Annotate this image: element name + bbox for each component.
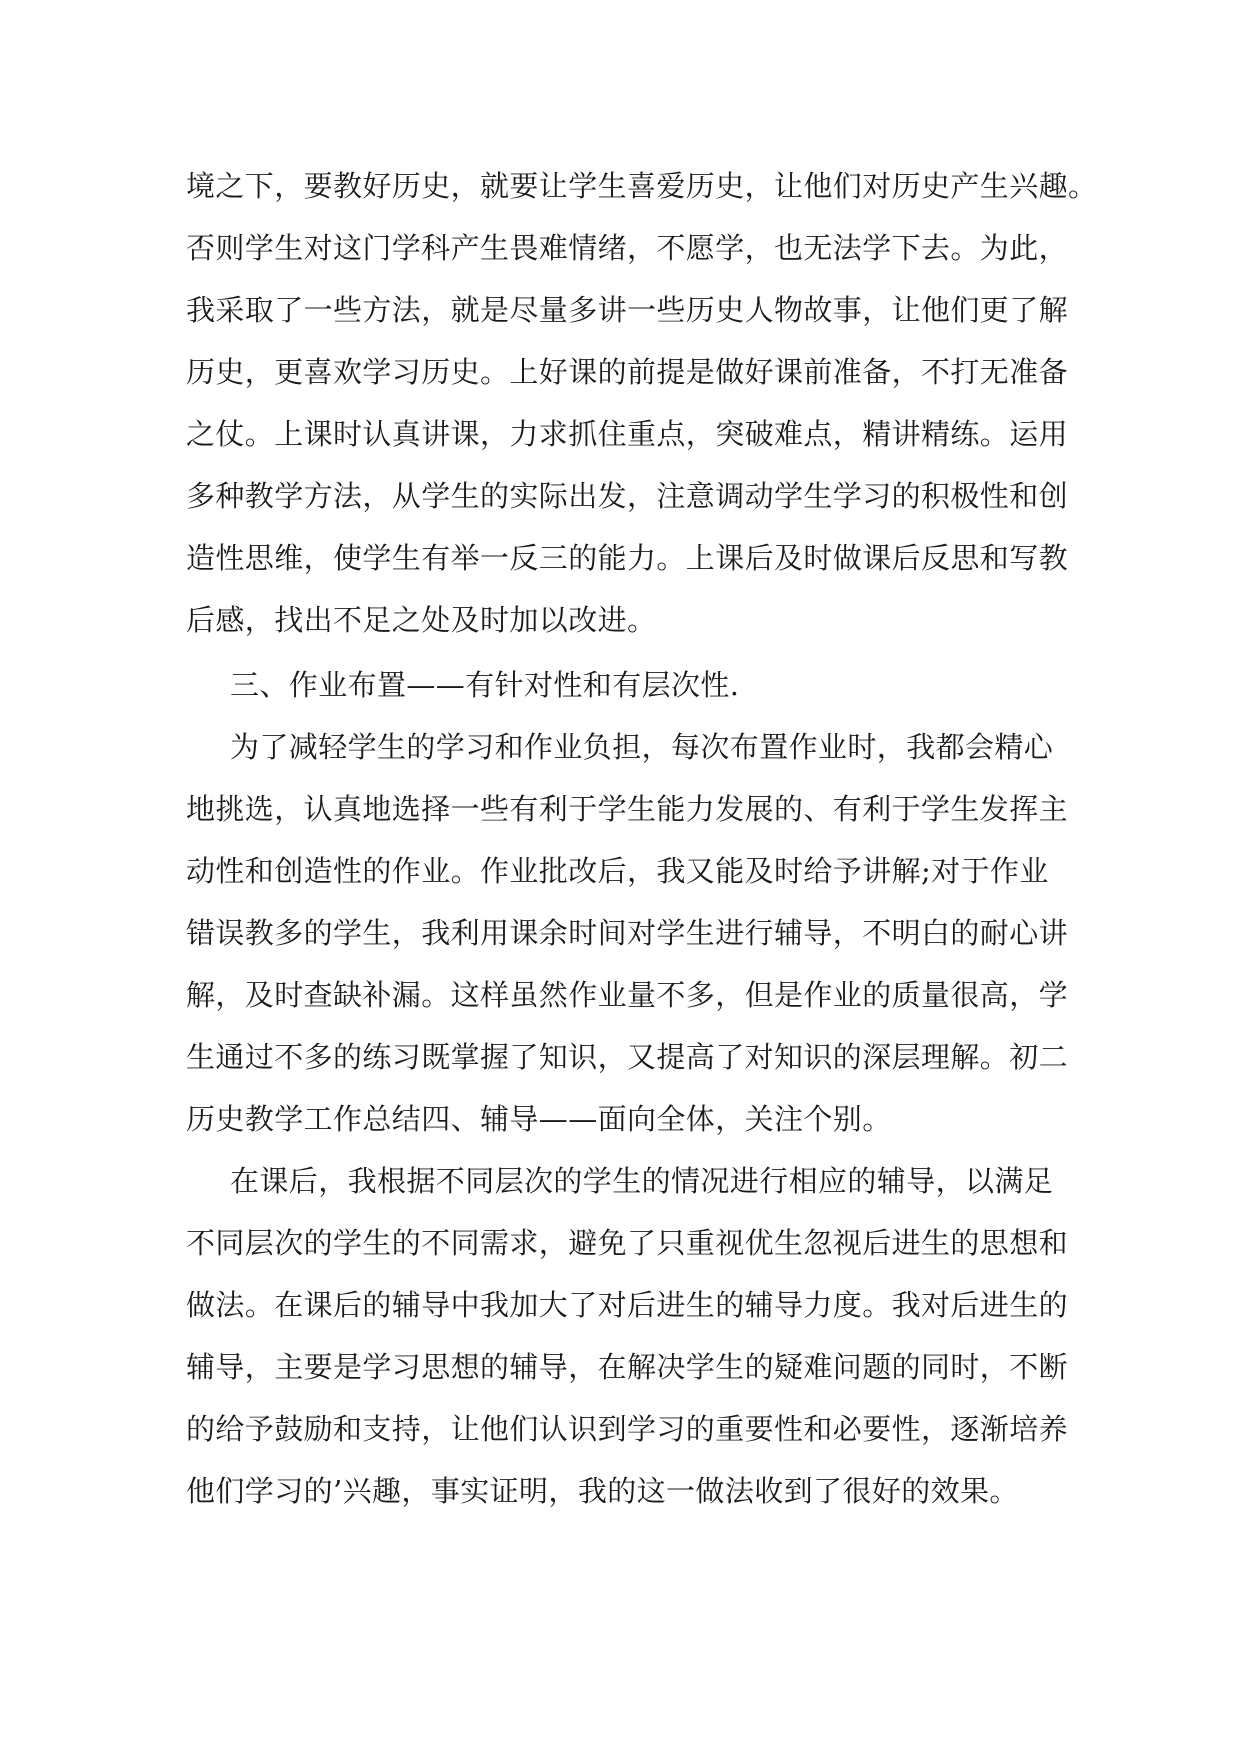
text-line: 历史教学工作总结四、辅导——面向全体，关注个别。	[186, 1102, 892, 1136]
text-line: 地挑选，认真地选择一些有利于学生能力发展的、有利于学生发挥主	[186, 792, 1069, 826]
text-line: 做法。在课后的辅导中我加大了对后进生的辅导力度。我对后进生的	[186, 1288, 1069, 1322]
section-homework	[186, 654, 1069, 1150]
text-line: 生通过不多的练习既掌握了知识，又提高了对知识的深层理解。初二	[186, 1040, 1069, 1074]
text-line: 否则学生对这门学科产生畏难情绪，不愿学，也无法学下去。为此，	[186, 231, 1069, 265]
text-line: 的给予鼓励和支持，让他们认识到学习的重要性和必要性，逐渐培养	[186, 1412, 1069, 1446]
text-line: 之仗。上课时认真讲课，力求抓住重点，突破难点，精讲精练。运用	[186, 417, 1069, 451]
text-line: 造性思维，使学生有举一反三的能力。上课后及时做课后反思和写教	[186, 541, 1069, 575]
text-line: 后感，找出不足之处及时加以改进。	[186, 603, 657, 637]
text-line: 为了减轻学生的学习和作业负担，每次布置作业时，我都会精心	[230, 730, 1054, 764]
text-line: 历史，更喜欢学习历史。上好课的前提是做好课前准备，不打无准备	[186, 355, 1069, 389]
text-line: 动性和创造性的作业。作业批改后，我又能及时给予讲解;对于作业	[186, 854, 1049, 888]
paragraph-homework	[186, 716, 1069, 1150]
text-line: 多种教学方法，从学生的实际出发，注意调动学生学习的积极性和创	[186, 479, 1069, 513]
text-line: 在课后，我根据不同层次的学生的情况进行相应的辅导，以满足	[230, 1164, 1054, 1198]
text-line: 境之下，要教好历史，就要让学生喜爱历史，让他们对历史产生兴趣。	[186, 169, 1098, 203]
paragraph-teaching-methods	[186, 155, 1098, 651]
text-line: 不同层次的学生的不同需求，避免了只重视优生忽视后进生的思想和	[186, 1226, 1069, 1260]
text-line: 解，及时查缺补漏。这样虽然作业量不多，但是作业的质量很高，学	[186, 978, 1069, 1012]
text-line: 辅导，主要是学习思想的辅导，在解决学生的疑难问题的同时，不断	[186, 1350, 1069, 1384]
text-line: 他们学习的’兴趣，事实证明，我的这一做法收到了很好的效果。	[186, 1474, 1019, 1508]
text-line: 错误教多的学生，我利用课余时间对学生进行辅导，不明白的耐心讲	[186, 916, 1069, 950]
section-heading-homework: 三、作业布置——有针对性和有层次性.	[230, 668, 740, 702]
text-line: 我采取了一些方法，就是尽量多讲一些历史人物故事，让他们更了解	[186, 293, 1069, 327]
paragraph-tutoring	[186, 1150, 1069, 1522]
